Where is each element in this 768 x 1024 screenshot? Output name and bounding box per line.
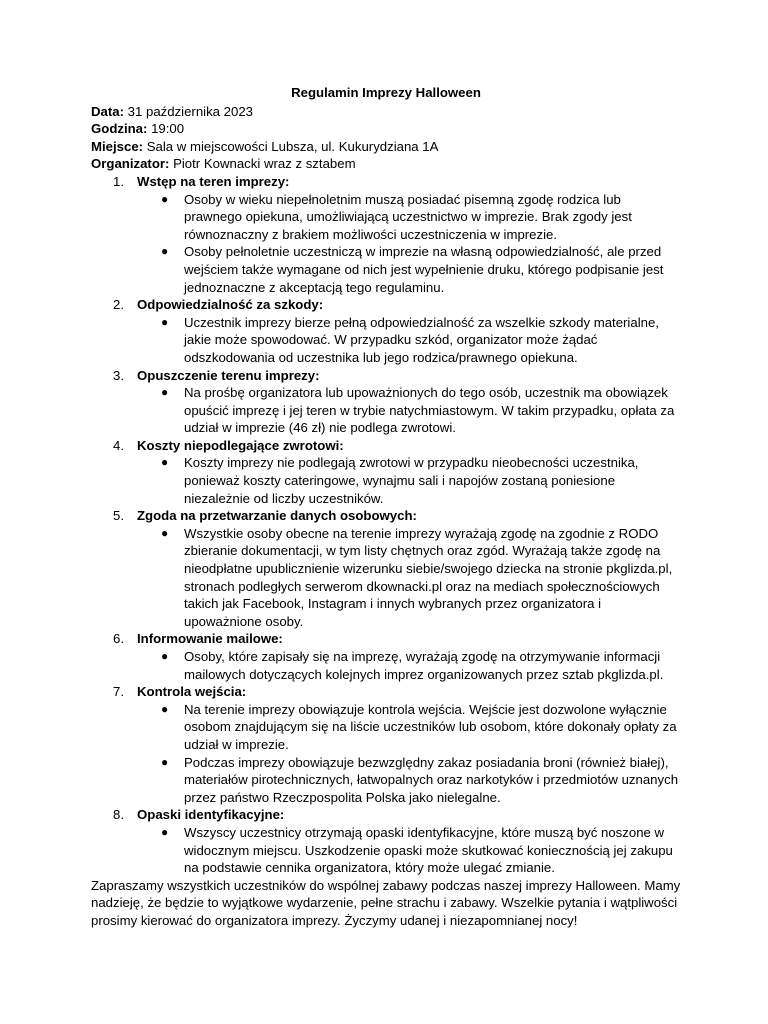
- list-item: [91, 454, 681, 507]
- list-item: [91, 384, 681, 437]
- section-title: Odpowiedzialność za szkody:: [137, 297, 324, 313]
- section-items: [91, 454, 681, 507]
- meta-label: Organizator:: [91, 156, 170, 172]
- section-number: 5.: [113, 508, 124, 524]
- meta-value: 19:00: [147, 121, 185, 137]
- section-title: Koszty niepodlegające zwrotowi:: [137, 437, 344, 453]
- item-text: Wszyscy uczestnicy otrzymają opaski identyfikacyjne, które muszą być noszone w widocznym miejscu. Uszkodzenie opaski może skutkować koniecznością jej zakupu na podstawie cennika organizatora, który może ulegać zmianie.: [184, 824, 673, 876]
- section-heading: [91, 367, 681, 385]
- item-text: Na prośbę organizatora lub upoważnionych do tego osób, uczestnik ma obowiązek opuścić imprezę i jej teren w trybie natychmiastowym. W takim przypadku, opłata za udział w imprezie (46 zł) nie podlega zwrotowi.: [184, 385, 675, 436]
- section-title: Zgoda na przetwarzanie danych osobowych:: [137, 508, 417, 524]
- bullet-icon: ●: [161, 824, 169, 839]
- section-title: Informowanie mailowe:: [137, 631, 283, 647]
- rules-list: [91, 173, 681, 877]
- bullet-icon: ●: [161, 191, 169, 206]
- document-title: Regulamin Imprezy Halloween: [291, 85, 481, 100]
- section-number: 2.: [113, 297, 124, 313]
- section-items: [91, 191, 681, 297]
- rule-section: [91, 507, 681, 630]
- list-item: [91, 648, 681, 683]
- meta-value: 31 października 2023: [123, 103, 254, 119]
- section-heading: [91, 507, 681, 525]
- section-items: [91, 525, 681, 631]
- section-number: 4.: [113, 437, 124, 453]
- section-heading: [91, 683, 681, 701]
- meta-label: Godzina:: [91, 121, 148, 137]
- section-title: Kontrola wejścia:: [137, 684, 247, 700]
- list-item: [91, 314, 681, 367]
- item-text: Uczestnik imprezy bierze pełną odpowiedzialność za wszelkie szkody materialne, jakie może spowodować. W przypadku szkód, organizator może żądać odszkodowania od uczestnika lub jego rodzica/prawnego opiekuna.: [184, 314, 659, 365]
- list-item: [91, 754, 681, 807]
- item-text: Na terenie imprezy obowiązuje kontrola wejścia. Wejście jest dozwolone wyłącznie osobom znajdującym się na liście uczestników lub osobom, które dokonały opłaty za udział w imprezie.: [184, 701, 677, 752]
- section-number: 6.: [113, 631, 124, 647]
- section-title: Wstęp na teren imprezy:: [137, 173, 290, 189]
- meta-label: Data:: [91, 103, 124, 119]
- meta-location: [91, 138, 681, 156]
- bullet-icon: ●: [161, 455, 169, 470]
- bullet-icon: ●: [161, 525, 169, 540]
- event-meta: [91, 103, 681, 173]
- section-heading: [91, 437, 681, 455]
- meta-label: Miejsce:: [91, 138, 144, 154]
- meta-date: [91, 103, 681, 121]
- rule-section: [91, 683, 681, 806]
- section-items: [91, 701, 681, 807]
- bullet-icon: ●: [161, 244, 169, 259]
- bullet-icon: ●: [161, 754, 169, 769]
- rule-section: [91, 367, 681, 437]
- rule-section: [91, 173, 681, 296]
- meta-value: Piotr Kownacki wraz z sztabem: [169, 156, 356, 172]
- bullet-icon: ●: [161, 701, 169, 716]
- list-item: [91, 191, 681, 244]
- meta-time: [91, 120, 681, 138]
- section-number: 1.: [113, 173, 124, 189]
- list-item: [91, 824, 681, 877]
- document-content: [91, 84, 681, 930]
- section-heading: [91, 173, 681, 191]
- section-heading: [91, 296, 681, 314]
- list-item: [91, 243, 681, 296]
- item-text: Osoby pełnoletnie uczestniczą w imprezie na własną odpowiedzialność, ale przed wejściem także wymagane od nich jest wypełnienie druku, którego podpisanie jest jednoznaczne z akceptacją tego regulaminu.: [184, 244, 664, 295]
- list-item: [91, 701, 681, 754]
- meta-value: Sala w miejscowości Lubsza, ul. Kukurydziana 1A: [143, 138, 439, 154]
- bullet-icon: ●: [161, 649, 169, 663]
- rule-section: [91, 437, 681, 507]
- section-items: [91, 314, 681, 367]
- list-item: [91, 525, 681, 631]
- item-text: Osoby, które zapisały się na imprezę, wyrażają zgodę na otrzymywanie informacji mailowych dotyczących kolejnych imprez organizowanych przez sztab pkglizda.pl.: [184, 649, 664, 682]
- item-text: Wszystkie osoby obecne na terenie imprezy wyrażają zgodę na zgodnie z RODO zbieranie dokumentacji, w tym listy chętnych oraz zgód. Wyrażają także zgodę na nieodpłatne upublicznienie wizerunku siebie/swojego dziecka na stronie pkglizda.pl, stronach podległych serwerom dkownacki.pl oraz na mediach społecznościowych takich jak Facebook, Instagram i innych wybranych przez organizatora i upoważnione osoby.: [184, 525, 673, 629]
- closing-paragraph: Zapraszamy wszystkich uczestników do wspólnej zabawy podczas naszej imprezy Halloween. Mamy nadzieję, że będzie to wyjątkowe wydarzenie, pełne strachu i zabawy. Wszelkie pytania i wątpliwości prosimy kierować do organizatora imprezy. Życzymy udanej i niezapomnianej nocy!: [91, 877, 681, 928]
- bullet-icon: ●: [161, 314, 169, 329]
- section-title: Opaski identyfikacyjne:: [137, 807, 285, 823]
- section-items: [91, 384, 681, 437]
- rule-section: [91, 296, 681, 366]
- section-heading: [91, 806, 681, 824]
- section-items: [91, 824, 681, 877]
- bullet-icon: ●: [161, 385, 169, 400]
- item-text: Podczas imprezy obowiązuje bezwzględny zakaz posiadania broni (również białej), materiałów pirotechnicznych, łatwopalnych oraz narkotyków i przedmiotów uznanych przez państwo Rzeczpospolita Polska jako nielegalne.: [184, 754, 679, 805]
- section-heading: [91, 630, 681, 648]
- section-title: Opuszczenie terenu imprezy:: [137, 367, 320, 383]
- section-items: [91, 648, 681, 683]
- section-number: 7.: [113, 684, 124, 700]
- rule-section: [91, 806, 681, 876]
- meta-organizer: [91, 155, 681, 173]
- rule-section: [91, 630, 681, 683]
- section-number: 3.: [113, 367, 124, 383]
- section-number: 8.: [113, 807, 124, 823]
- item-text: Koszty imprezy nie podlegają zwrotowi w przypadku nieobecności uczestnika, ponieważ koszty cateringowe, wynajmu sali i napojów zostaną poniesione niezależnie od liczby uczestników.: [184, 455, 639, 506]
- item-text: Osoby w wieku niepełnoletnim muszą posiadać pisemną zgodę rodzica lub prawnego opiekuna, umożliwiającą uczestnictwo w imprezie. Brak zgody jest równoznaczny z brakiem możliwości uczestniczenia w imprezie.: [184, 191, 632, 242]
